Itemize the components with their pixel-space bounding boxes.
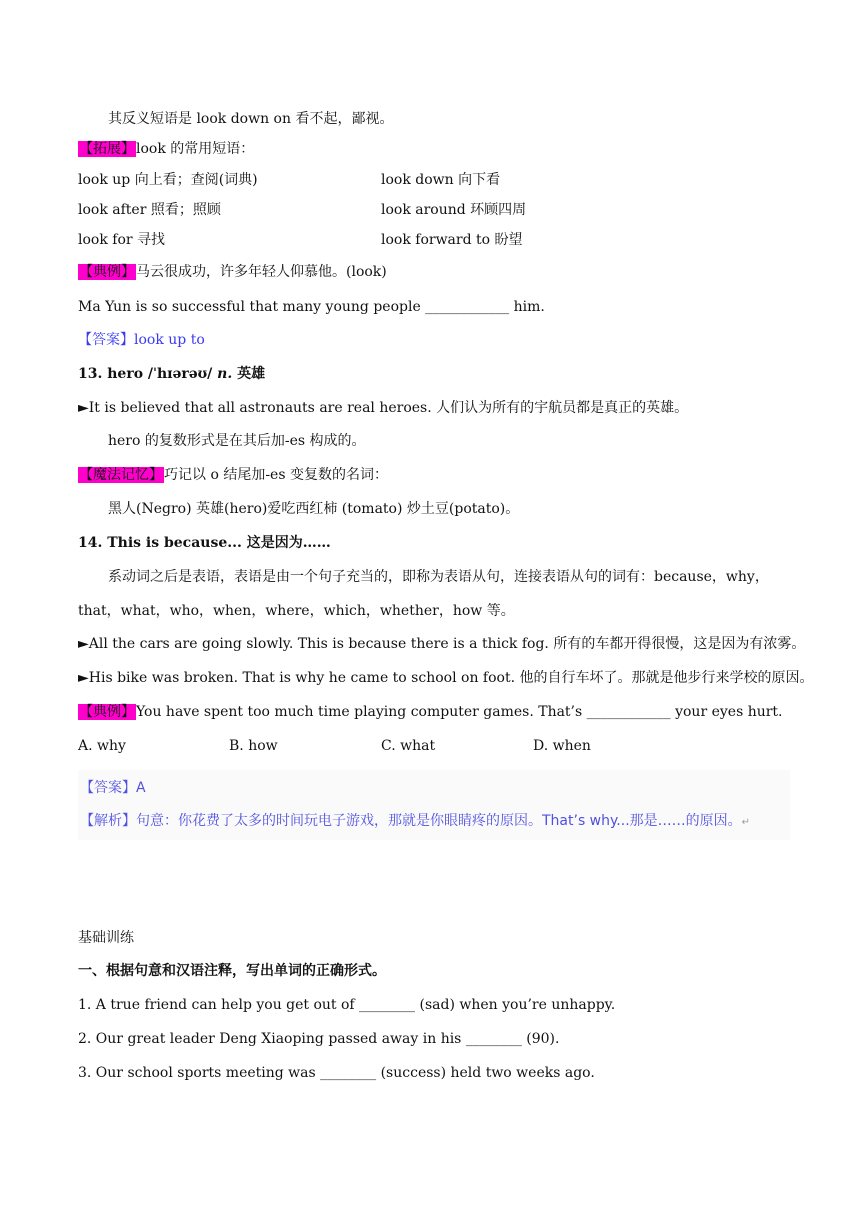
hero-plural-note: hero 的复数形式是在其后加-es 构成的。 (108, 433, 366, 449)
answer-text: look up to (134, 332, 205, 348)
hero-pos: n. (217, 366, 233, 382)
because-example-text: You have spent too much time playing computer games. That’s ____________ your eyes hurt. (136, 704, 783, 720)
analysis-text: 句意：你花费了太多的时间玩电子游戏，那就是你眼睛疼的原因。That’s why...那是……的原因。 (136, 813, 742, 829)
hero-meaning: 英雄 (232, 366, 266, 382)
phrase-left-1: look after 照看；照顾 (78, 202, 221, 218)
option-b: B. how (229, 738, 278, 754)
magic-words: 黑人(Negro) 英雄(hero)爱吃西红柿 (tomato) 炒土豆(potato)。 (108, 501, 520, 517)
question-3: 3. Our school sports meeting was ________ (success) held two weeks ago. (78, 1065, 595, 1081)
analysis-label: 【解析】 (80, 813, 136, 829)
phrase-right-2: look forward to 盼望 (381, 232, 523, 248)
phrase-right-0: look down 向下看 (381, 172, 501, 188)
look-answer-line (78, 331, 205, 349)
question-1: 1. A true friend can help you get out of ________ (sad) when you’re unhappy. (78, 997, 616, 1013)
magic-text: 巧记以 o 结尾加-es 变复数的名词： (164, 467, 388, 483)
option-d: D. when (533, 738, 591, 754)
analysis-line (80, 812, 750, 832)
phrase-left-0: look up 向上看；查阅(词典) (78, 172, 258, 188)
return-mark: ↵ (741, 817, 751, 828)
because-explain-2: that，what，who，when，where，which，whether，how 等。 (78, 603, 515, 619)
answer-label: 【答案】 (78, 332, 134, 348)
example-tag: 【典例】 (79, 264, 135, 280)
look-example-sentence: Ma Yun is so successful that many young people ____________ him. (78, 299, 545, 315)
look-example-line (78, 263, 387, 281)
option-c: C. what (381, 738, 436, 754)
question-2: 2. Our great leader Deng Xiaoping passed away in his ________ (90). (78, 1031, 560, 1047)
example-tag: 【典例】 (79, 704, 135, 720)
antonym-line: 其反义短语是 look down on 看不起，鄙视。 (108, 111, 394, 127)
because-example-2: ►His bike was broken. That is why he came to school on foot. 他的自行车坏了。那就是他步行来学校的原因。 (78, 670, 814, 686)
extend-tag: 【拓展】 (79, 141, 135, 157)
because-answer-line (80, 779, 146, 797)
hero-example: ►It is believed that all astronauts are real heroes. 人们认为所有的宇航员都是真正的英雄。 (78, 400, 689, 416)
phrase-left-2: look for 寻找 (78, 232, 166, 248)
training-title: 基础训练 (78, 930, 134, 946)
magic-tag: 【魔法记忆】 (79, 467, 163, 483)
extend-text: look 的常用短语： (136, 141, 255, 157)
answer-label: 【答案】 (80, 780, 136, 796)
because-heading: 14. This is because... 这是因为…… (78, 535, 331, 551)
because-explain-1: 系动词之后是表语，表语是由一个句子充当的，即称为表语从句，连接表语从句的词有：because，why， (108, 569, 769, 585)
extend-line (78, 140, 254, 158)
hero-word: 13. hero /ˈhɪərəʊ/ (78, 366, 218, 382)
magic-line (78, 466, 388, 484)
look-example-text: 马云很成功，许多年轻人仰慕他。(look) (136, 264, 387, 280)
option-a: A. why (78, 738, 126, 754)
because-example-1: ►All the cars are going slowly. This is because there is a thick fog. 所有的车都开得很慢，这是因为有浓雾。 (78, 636, 806, 652)
hero-heading (78, 365, 265, 383)
phrase-right-1: look around 环顾四周 (381, 202, 527, 218)
because-example-line (78, 703, 783, 721)
answer-text: A (136, 780, 146, 796)
training-part-1: 一、根据句意和汉语注释，写出单词的正确形式。 (78, 963, 386, 979)
